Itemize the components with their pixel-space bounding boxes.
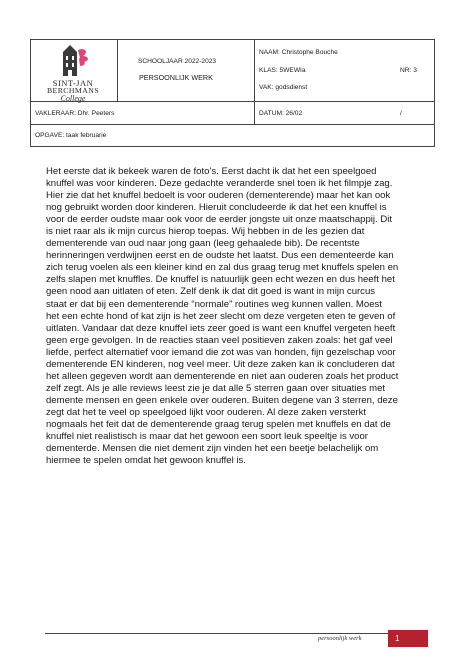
table-divider-row2 [30, 124, 435, 125]
paragraph-line: geen erge gevolgen. In de reacties staan veel positieven zaken zoals: het gaf veel [46, 334, 393, 346]
paragraph-line: knuffel was voor kinderen. Deze gedachte veranderde snel toen ik het filmpje zag. [46, 178, 393, 190]
logo-line1: SINT-JAN [52, 78, 94, 88]
paragraph-line: voor de eerder oudste maar ook voor de eerder jongste uit onze maatschappij. Dit [46, 214, 393, 226]
paragraph-line: dementerde. Mensen die niet dement zijn vinden het een beetje belachelijk om [46, 443, 379, 455]
paragraph-line: zelfs slapen met knuffles. De knuffel is natuurlijk geen echt wezen en dus heeft het [46, 274, 395, 286]
paragraph-line: het een echte hond of kat zijn is het zeer slecht om deze vergeten eten te geven of [46, 310, 396, 322]
paragraph-line: is niet raar als ik mijn curcus hierop toepas. Wij hebben in de les gezien dat [46, 226, 365, 238]
paragraph-line: hiermee te spelen omdat het gewoon knuffel is. [46, 455, 246, 467]
header-table [30, 39, 435, 147]
datum-slash: / [400, 110, 402, 117]
footer-divider [45, 633, 428, 634]
vak-field: VAK: godsdienst [259, 84, 308, 91]
naam-field: NAAM: Christophe Bouche [259, 49, 338, 56]
paragraph-line: herinneringen verdwijnen eerst en de oudste het laatst. Dus een dementeerde kan [46, 250, 394, 262]
document-title: PERSOONLIJK WERK [139, 73, 213, 82]
datum-field: DATUM: 26/02 [259, 110, 303, 117]
table-border-right [434, 39, 435, 147]
paragraph-line: uitlaten. Vandaar dat deze knuffel iets zeer goed is want een knuffel vergeten heeft [46, 322, 396, 334]
paragraph-line: Hier zie dat het knuffel bedoelt is voor ouderen (dementerende) maar het kan ook [46, 190, 391, 202]
paragraph-line: knuffel niet realistisch is maar dat het gewoon een soort leuk speeltje is voor [46, 431, 368, 443]
klas-field: KLAS: 5WEWIa [259, 67, 306, 74]
paragraph-line: zelf zegt. Als je alle reviews leest zie je dat alle 5 sterren gaan over situaties met [46, 382, 386, 394]
table-border-bottom [30, 146, 435, 147]
paragraph-line: nogmaals het feit dat de dementerende graag terug spelen met knuffels en dat de [46, 418, 391, 430]
page-number-badge [388, 630, 428, 647]
paragraph-line: zich terug voelen als een kleiner kind en zal dus graag terug met knuffels spelen en [46, 262, 399, 274]
table-border-left [30, 39, 31, 147]
paragraph-line: geen nood aan uitlaten of eten. Zelf denk ik dat dit goed is want in mijn curcus [46, 286, 376, 298]
paragraph-line: demente mensen en geen enkele over ouderen. Buiten degene van 3 sterren, deze [46, 394, 398, 406]
table-divider-logo [117, 39, 118, 101]
table-divider-mid [254, 39, 255, 124]
paragraph-line: Het eerste dat ik bekeek waren de foto’s. Eerst dacht ik dat het een speelgoed [46, 166, 377, 177]
page-number: 1 [395, 634, 400, 643]
paragraph-line: dementerende EN kinderen, nog veel meer. Uit deze zaken kan ik concluderen dat [46, 358, 395, 370]
paragraph-line: staat er dat bij een dementerende “normale” routines weg kunnen vallen. Moest [46, 298, 382, 310]
logo-line2: BERCHMANS [46, 86, 100, 95]
logo-building-icon [33, 44, 113, 80]
essay-body [46, 166, 434, 467]
paragraph-line: dementerende van oud naar jong gaan (leeg gehaalede bib). De recentste [46, 238, 360, 250]
paragraph-line: zegt dat het te veel op speelgoed lijkt voor ouderen. Al deze zaken versterkt [46, 406, 367, 418]
schooljaar: SCHOOLJAAR 2022-2023 [138, 58, 217, 65]
vakleraar-field: VAKLERAAR: Dhr. Peeters [35, 110, 115, 117]
nr-field: NR: 3 [400, 67, 417, 74]
paragraph-line: het alleen gegeven wordt aan dementerende en niet aan ouderen zoals het product [46, 370, 399, 382]
school-logo [33, 42, 113, 102]
logo-script: College [60, 94, 86, 103]
table-border-top [30, 39, 435, 40]
paragraph-line: nog gebruikt worden door kinderen. Hieruit concludeerde ik dat het een knuffel is [46, 202, 387, 214]
opgave-field: OPGAVE: taak februarie [35, 132, 107, 139]
paragraph-line: liefde, perfect alternatief voor iemand die zot was van honden, fijn gezelschap voor [46, 346, 396, 358]
footer-label: persoonlijk werk [318, 635, 362, 642]
